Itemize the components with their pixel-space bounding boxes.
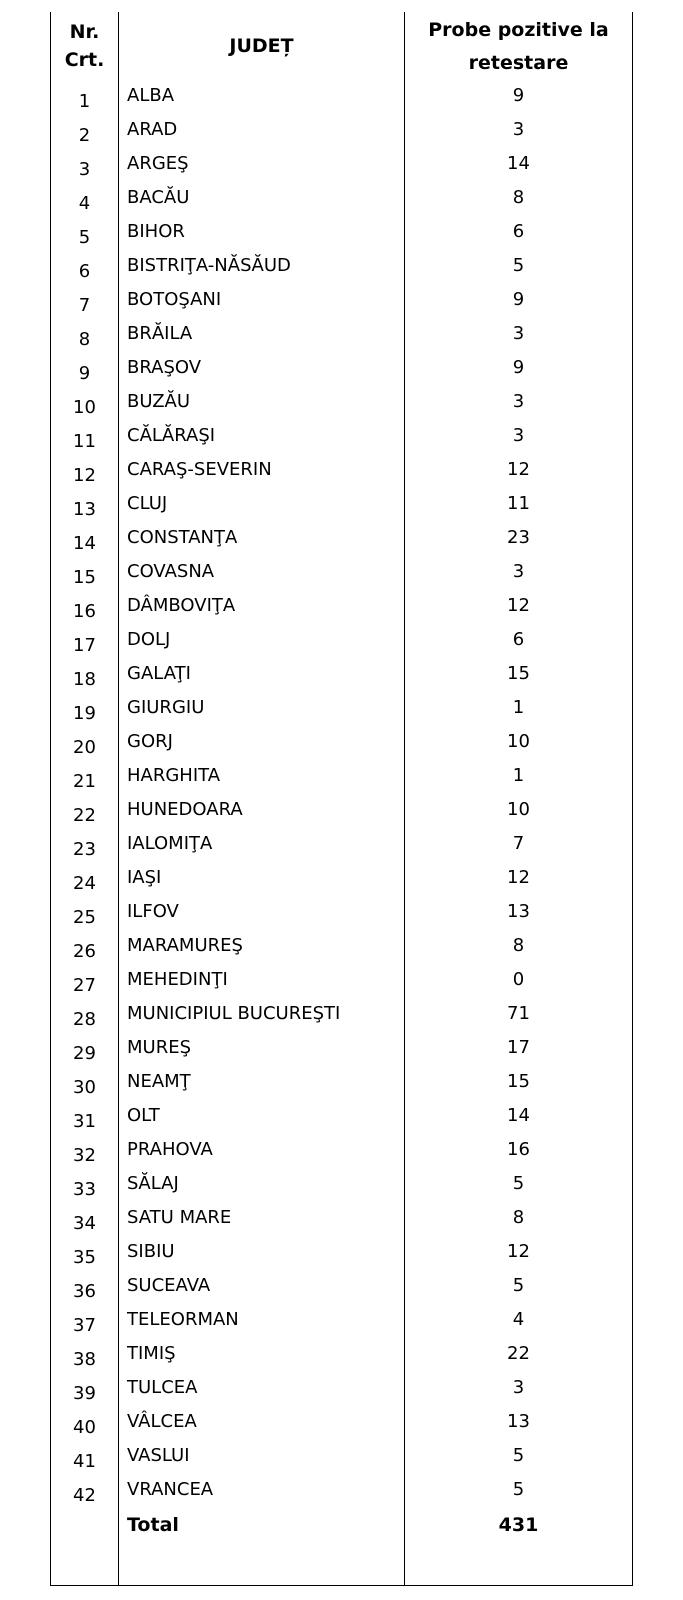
row-number: 24 — [73, 873, 96, 894]
positive-count: 5 — [512, 1275, 525, 1296]
header-nr-crt — [51, 18, 118, 74]
county-name: ARGEŞ — [127, 153, 189, 174]
positive-count: 3 — [512, 425, 525, 446]
table-row — [50, 624, 633, 658]
county-name: BRĂILA — [127, 323, 193, 344]
table-row — [50, 114, 633, 148]
header-nr-line2: Crt. — [64, 49, 105, 71]
positive-count: 12 — [507, 1241, 530, 1262]
positive-count: 5 — [512, 1173, 525, 1194]
row-number: 4 — [78, 193, 91, 214]
table-row — [50, 794, 633, 828]
positive-count: 3 — [512, 391, 525, 412]
table-row — [50, 216, 633, 250]
table-row — [50, 488, 633, 522]
positive-count: 15 — [507, 1071, 530, 1092]
positive-count: 10 — [507, 799, 530, 820]
county-name: VRANCEA — [127, 1479, 214, 1500]
table-row — [50, 1372, 633, 1406]
row-number: 29 — [73, 1043, 96, 1064]
row-number: 6 — [78, 261, 91, 282]
table-row — [50, 896, 633, 930]
header-judet: JUDEȚ — [229, 35, 294, 57]
county-name: GIURGIU — [127, 697, 205, 718]
table-row — [50, 692, 633, 726]
table-row — [50, 420, 633, 454]
table-row — [50, 658, 633, 692]
header-probe-pozitive — [405, 14, 632, 80]
table-row — [50, 454, 633, 488]
positive-count: 5 — [512, 255, 525, 276]
table-row — [50, 1236, 633, 1270]
positive-count: 12 — [507, 867, 530, 888]
table-row — [50, 386, 633, 420]
row-number: 27 — [73, 975, 96, 996]
positive-count: 3 — [512, 323, 525, 344]
positive-count: 10 — [507, 731, 530, 752]
row-number: 39 — [73, 1383, 96, 1404]
row-number: 22 — [73, 805, 96, 826]
positive-count: 71 — [507, 1003, 530, 1024]
county-name: GALAŢI — [127, 663, 191, 684]
positive-count: 3 — [512, 119, 525, 140]
positive-count: 9 — [512, 85, 525, 106]
row-number: 31 — [73, 1111, 96, 1132]
county-name: ARAD — [127, 119, 178, 140]
table-row — [50, 1440, 633, 1474]
county-name: VÂLCEA — [127, 1411, 197, 1432]
positive-count: 14 — [507, 153, 530, 174]
positive-count: 1 — [512, 765, 525, 786]
county-name: CARAŞ-SEVERIN — [127, 459, 272, 480]
county-name: TIMIŞ — [127, 1343, 176, 1364]
positive-count: 11 — [507, 493, 530, 514]
row-number: 26 — [73, 941, 96, 962]
positive-count: 8 — [512, 1207, 525, 1228]
row-number: 41 — [73, 1451, 96, 1472]
row-number: 16 — [73, 601, 96, 622]
positive-count: 9 — [512, 357, 525, 378]
table-row — [50, 1032, 633, 1066]
positive-count: 3 — [512, 561, 525, 582]
positive-count: 7 — [512, 833, 525, 854]
table-row — [50, 1100, 633, 1134]
county-name: TELEORMAN — [127, 1309, 239, 1330]
table-bottom-border — [50, 1585, 633, 1586]
county-name: COVASNA — [127, 561, 215, 582]
table-row — [50, 1168, 633, 1202]
county-name: CONSTANŢA — [127, 527, 238, 548]
positive-count: 8 — [512, 187, 525, 208]
total-row — [50, 1509, 633, 1543]
table-row — [50, 998, 633, 1032]
table-row — [50, 556, 633, 590]
row-number: 23 — [73, 839, 96, 860]
county-name: MUNICIPIUL BUCUREŞTI — [127, 1003, 341, 1024]
county-name: ILFOV — [127, 901, 179, 922]
county-name: BUZĂU — [127, 391, 191, 412]
row-number: 20 — [73, 737, 96, 758]
positive-count: 13 — [507, 1411, 530, 1432]
table-row — [50, 1202, 633, 1236]
county-name: CĂLĂRAŞI — [127, 425, 216, 446]
positive-count: 4 — [512, 1309, 525, 1330]
county-name: MARAMUREŞ — [127, 935, 243, 956]
county-name: CLUJ — [127, 493, 168, 514]
table-body — [50, 80, 633, 1508]
row-number: 12 — [73, 465, 96, 486]
row-number: 10 — [73, 397, 96, 418]
header-probe-line1: Probe pozitive la — [428, 19, 609, 41]
positive-count: 0 — [512, 969, 525, 990]
header-nr-line1: Nr. — [69, 21, 100, 43]
row-number: 14 — [73, 533, 96, 554]
positive-count: 6 — [512, 629, 525, 650]
positive-count: 6 — [512, 221, 525, 242]
row-number: 33 — [73, 1179, 96, 1200]
row-number: 2 — [78, 125, 91, 146]
county-name: OLT — [127, 1105, 160, 1126]
county-name: SĂLAJ — [127, 1173, 179, 1194]
county-name: GORJ — [127, 731, 173, 752]
county-name: MEHEDINŢI — [127, 969, 228, 990]
county-name: PRAHOVA — [127, 1139, 213, 1160]
table-row — [50, 1066, 633, 1100]
table-row — [50, 1406, 633, 1440]
county-name: HARGHITA — [127, 765, 221, 786]
row-number: 42 — [73, 1485, 96, 1506]
positive-count: 8 — [512, 935, 525, 956]
row-number: 3 — [78, 159, 91, 180]
positive-count: 9 — [512, 289, 525, 310]
table-row — [50, 250, 633, 284]
county-name: BIHOR — [127, 221, 185, 242]
table-row — [50, 1338, 633, 1372]
table-row — [50, 148, 633, 182]
positive-count: 13 — [507, 901, 530, 922]
county-name: SIBIU — [127, 1241, 175, 1262]
row-number: 25 — [73, 907, 96, 928]
table-row — [50, 1270, 633, 1304]
county-name: BISTRIŢA-NĂSĂUD — [127, 255, 291, 276]
row-number: 37 — [73, 1315, 96, 1336]
positive-retest-table — [50, 12, 634, 1586]
positive-count: 1 — [512, 697, 525, 718]
total-value: 431 — [498, 1514, 539, 1536]
county-name: BOTOŞANI — [127, 289, 222, 310]
row-number: 17 — [73, 635, 96, 656]
row-number: 40 — [73, 1417, 96, 1438]
header-probe-line2: retestare — [468, 52, 569, 74]
table-row — [50, 760, 633, 794]
county-name: ALBA — [127, 85, 175, 106]
positive-count: 22 — [507, 1343, 530, 1364]
county-name: TULCEA — [127, 1377, 198, 1398]
row-number: 36 — [73, 1281, 96, 1302]
row-number: 35 — [73, 1247, 96, 1268]
positive-count: 12 — [507, 595, 530, 616]
county-name: HUNEDOARA — [127, 799, 243, 820]
total-label: Total — [127, 1514, 179, 1536]
county-name: VASLUI — [127, 1445, 190, 1466]
county-name: BACĂU — [127, 187, 190, 208]
positive-count: 16 — [507, 1139, 530, 1160]
table-row — [50, 930, 633, 964]
table-header — [50, 12, 633, 80]
table-row — [50, 352, 633, 386]
row-number: 32 — [73, 1145, 96, 1166]
row-number: 7 — [78, 295, 91, 316]
table-row — [50, 726, 633, 760]
table-row — [50, 80, 633, 114]
positive-count: 5 — [512, 1445, 525, 1466]
row-number: 13 — [73, 499, 96, 520]
county-name: BRAŞOV — [127, 357, 202, 378]
table-row — [50, 1134, 633, 1168]
table-row — [50, 590, 633, 624]
table-row — [50, 1474, 633, 1508]
county-name: NEAMŢ — [127, 1071, 191, 1092]
row-number: 21 — [73, 771, 96, 792]
table-row — [50, 964, 633, 998]
row-number: 1 — [78, 91, 91, 112]
positive-count: 12 — [507, 459, 530, 480]
row-number: 19 — [73, 703, 96, 724]
positive-count: 17 — [507, 1037, 530, 1058]
county-name: SATU MARE — [127, 1207, 232, 1228]
positive-count: 23 — [507, 527, 530, 548]
row-number: 8 — [78, 329, 91, 350]
row-number: 9 — [78, 363, 91, 384]
county-name: DÂMBOVIŢA — [127, 595, 236, 616]
table-row — [50, 828, 633, 862]
table-row — [50, 284, 633, 318]
positive-count: 5 — [512, 1479, 525, 1500]
table-row — [50, 1304, 633, 1338]
county-name: IAŞI — [127, 867, 162, 888]
table-row — [50, 318, 633, 352]
positive-count: 14 — [507, 1105, 530, 1126]
row-number: 28 — [73, 1009, 96, 1030]
row-number: 11 — [73, 431, 96, 452]
row-number: 5 — [78, 227, 91, 248]
table-row — [50, 182, 633, 216]
row-number: 38 — [73, 1349, 96, 1370]
row-number: 15 — [73, 567, 96, 588]
positive-count: 15 — [507, 663, 530, 684]
county-name: MUREŞ — [127, 1037, 192, 1058]
county-name: DOLJ — [127, 629, 171, 650]
row-number: 34 — [73, 1213, 96, 1234]
county-name: SUCEAVA — [127, 1275, 211, 1296]
table-row — [50, 862, 633, 896]
county-name: IALOMIŢA — [127, 833, 213, 854]
row-number: 30 — [73, 1077, 96, 1098]
row-number: 18 — [73, 669, 96, 690]
table-row — [50, 522, 633, 556]
positive-count: 3 — [512, 1377, 525, 1398]
